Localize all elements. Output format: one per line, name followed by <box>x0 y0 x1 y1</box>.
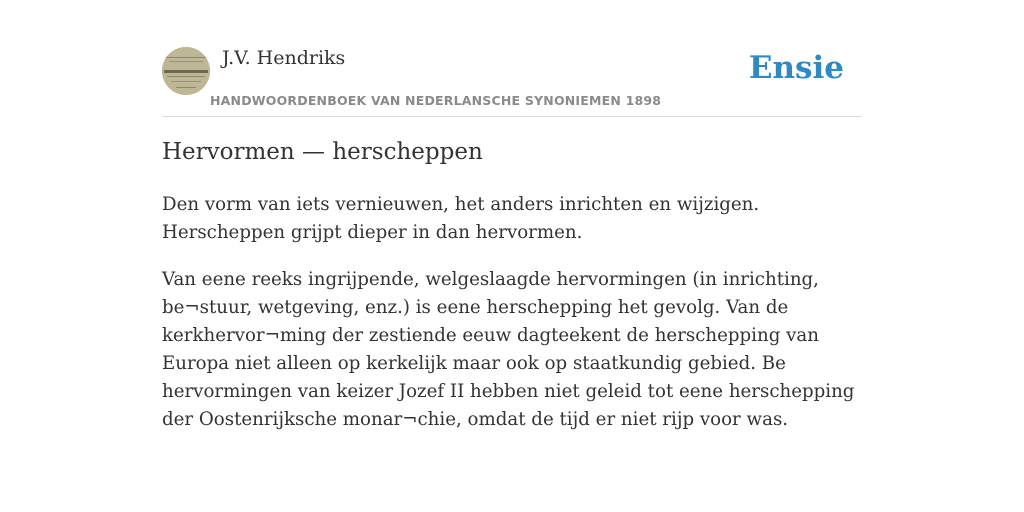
avatar[interactable] <box>162 47 210 95</box>
entry-title: Hervormen — herscheppen <box>162 139 483 165</box>
brand-logo[interactable]: Ensie <box>748 50 844 86</box>
header <box>162 46 862 117</box>
book-cover-icon <box>162 47 210 95</box>
entry-paragraph: Van eene reeks ingrijpende, welgeslaagde hervormingen (in inrichting, be¬stuur, wetgeving, enz.) is eene herschepping het gevolg. Van de kerkhervor¬ming der zestiende eeuw dagteekent de herschepping van Europa niet alleen op kerkelijk maar ook op staatkundig gebied. Be hervormingen van keizer Jozef II hebben niet geleid tot eene herschepping der Oostenrijksche monar¬chie, omdat de tijd er niet rijp voor was. <box>162 269 855 430</box>
entry-body <box>162 191 867 453</box>
source-title[interactable]: HANDWOORDENBOEK VAN NEDERLANSCHE SYNONIEMEN 1898 <box>210 93 662 108</box>
entry-paragraph: Den vorm van iets vernieuwen, het anders inrichten en wijzigen. Herscheppen grijpt dieper in dan hervormen. <box>162 194 760 243</box>
author-name[interactable]: J.V. Hendriks <box>222 47 346 69</box>
